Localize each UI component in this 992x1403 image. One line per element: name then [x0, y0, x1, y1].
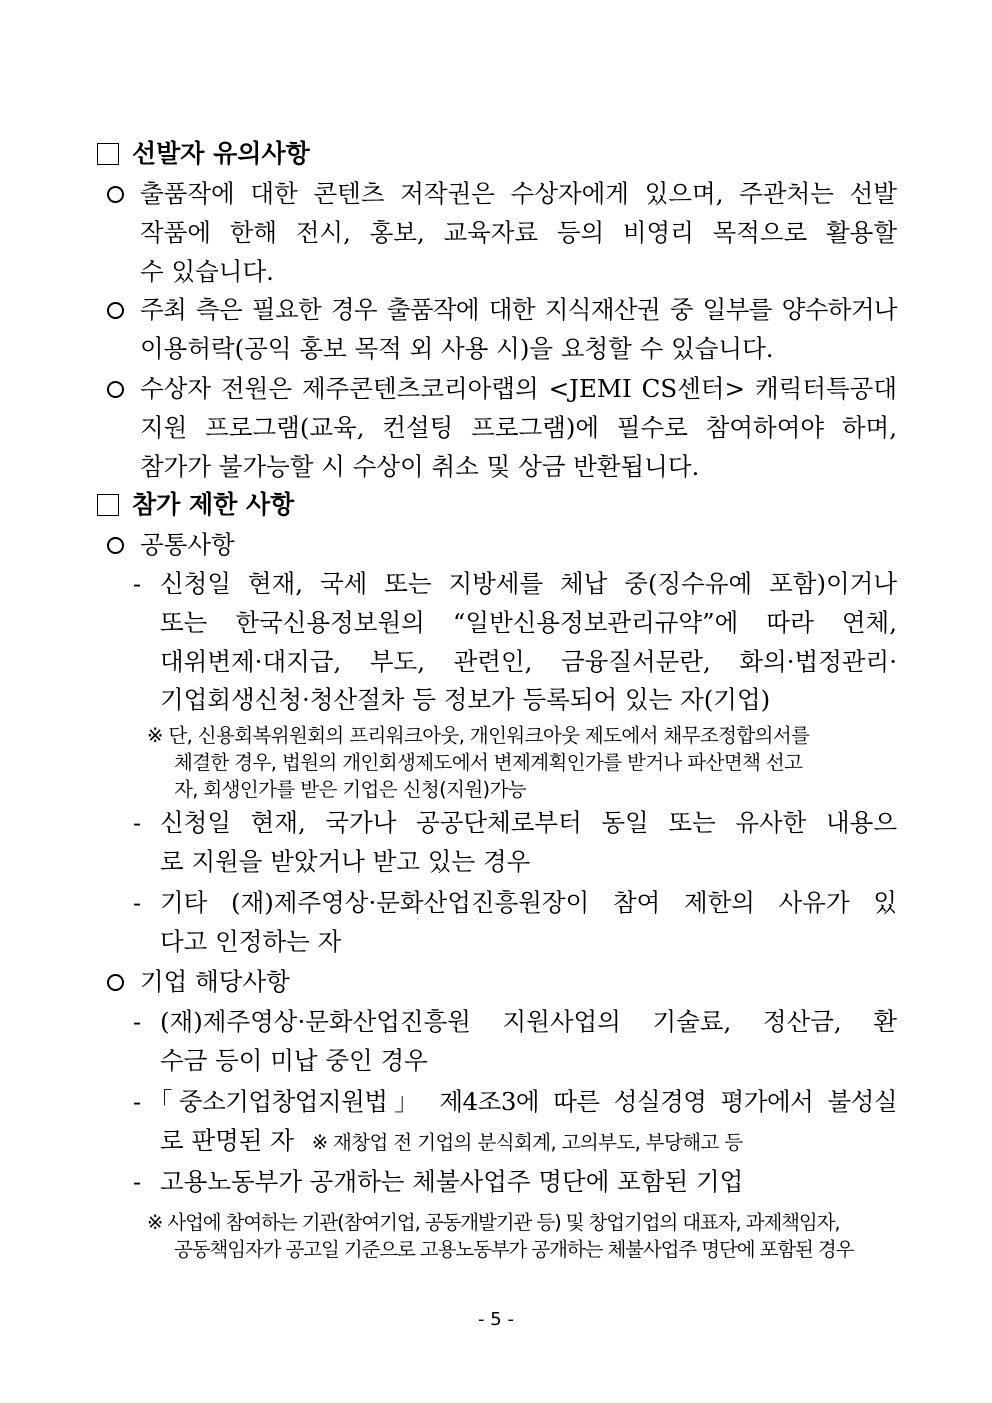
section-heading: 선발자 유의사항 — [132, 139, 310, 168]
item-line: 기타 (재)제주영상·문화산업진흥원장이 참여 제한의 사유가 있 — [160, 888, 897, 917]
item-line-with-note — [160, 1121, 743, 1161]
circle-bullet-icon — [107, 381, 124, 398]
item-line: 참가가 불가능할 시 수상이 취소 및 상금 반환됩니다. — [140, 452, 700, 481]
dash-bullet: - — [133, 1008, 142, 1036]
dash-bullet: - — [133, 570, 142, 598]
circle-bullet-icon — [107, 302, 124, 319]
item-line: (재)제주영상·문화산업진흥원 지원사업의 기술료, 정산금, 환 — [160, 1007, 897, 1036]
dash-bullet: - — [133, 809, 142, 837]
item-line: 수금 등이 미납 중인 경우 — [160, 1046, 428, 1075]
checkbox-square-icon — [97, 143, 119, 165]
item-line: 로 지원을 받았거나 받고 있는 경우 — [160, 847, 531, 876]
note-line: 자, 회생인가를 받은 기업은 신청(지원)가능 — [174, 778, 527, 801]
page-number: - 5 - — [478, 1309, 514, 1330]
item-line: 다고 인정하는 자 — [160, 927, 342, 956]
item-line: 고용노동부가 공개하는 체불사업주 명단에 포함된 기업 — [160, 1167, 744, 1196]
dash-bullet: - — [133, 1168, 142, 1196]
circle-bullet-icon — [107, 974, 124, 991]
item-line: 수 있습니다. — [140, 257, 274, 286]
item-line: 출품작에 대한 콘텐츠 저작권은 수상자에게 있으며, 주관처는 선발 — [140, 179, 897, 208]
inline-note: ※ 재창업 전 기업의 분식회계, 고의부도, 부당해고 등 — [311, 1131, 743, 1154]
circle-bullet-icon — [107, 186, 124, 203]
group-title: 기업 해당사항 — [140, 967, 290, 996]
section-heading: 참가 제한 사항 — [132, 490, 295, 519]
item-line: 또는 한국신용정보원의 “일반신용정보관리규약”에 따라 연체, — [160, 608, 897, 637]
item-line: 지원 프로그램(교육, 컨설팅 프로그램)에 필수로 참여하여야 하며, — [140, 413, 897, 442]
dash-bullet: - — [133, 1088, 142, 1116]
item-line: 기업회생신청·청산절차 등 정보가 등록되어 있는 자(기업) — [160, 685, 771, 714]
note-line: 공동책임자가 공고일 기준으로 고용노동부가 공개하는 체불사업주 명단에 포함된 경우 — [174, 1238, 854, 1261]
dash-bullet: - — [133, 889, 142, 917]
item-line: 「중소기업창업지원법」 제4조3에 따른 성실경영 평가에서 불성실 — [148, 1087, 897, 1116]
circle-bullet-icon — [107, 537, 124, 554]
item-line: 이용허락(공익 홍보 목적 외 사용 시)을 요청할 수 있습니다. — [140, 334, 774, 363]
item-line: 주최 측은 필요한 경우 출품작에 대한 지식재산권 중 일부를 양수하거나 — [140, 295, 897, 324]
note-line: 체결한 경우, 법원의 개인회생제도에서 변제계획인가를 받거나 파산면책 선고 — [174, 751, 803, 774]
item-line: 신청일 현재, 국세 또는 지방세를 체납 중(징수유예 포함)이거나 — [160, 569, 897, 598]
item-text: 로 판명된 자 — [160, 1126, 294, 1155]
item-line: 대위변제·대지급, 부도, 관련인, 금융질서문란, 화의·법정관리· — [160, 647, 897, 676]
checkbox-square-icon — [97, 494, 119, 516]
group-title: 공통사항 — [140, 530, 235, 559]
item-line: 수상자 전원은 제주콘텐츠코리아랩의 <JEMI CS센터> 캐릭터특공대 — [140, 374, 897, 403]
note-line: ※ 단, 신용회복위원회의 프리워크아웃, 개인워크아웃 제도에서 채무조정합의서를 — [147, 724, 810, 747]
note-line: ※ 사업에 참여하는 기관(참여기업, 공동개발기관 등) 및 창업기업의 대표자, 과제책임자, — [147, 1211, 840, 1234]
item-line: 신청일 현재, 국가나 공공단체로부터 동일 또는 유사한 내용으 — [160, 808, 897, 837]
item-line: 작품에 한해 전시, 홍보, 교육자료 등의 비영리 목적으로 활용할 — [140, 218, 897, 247]
